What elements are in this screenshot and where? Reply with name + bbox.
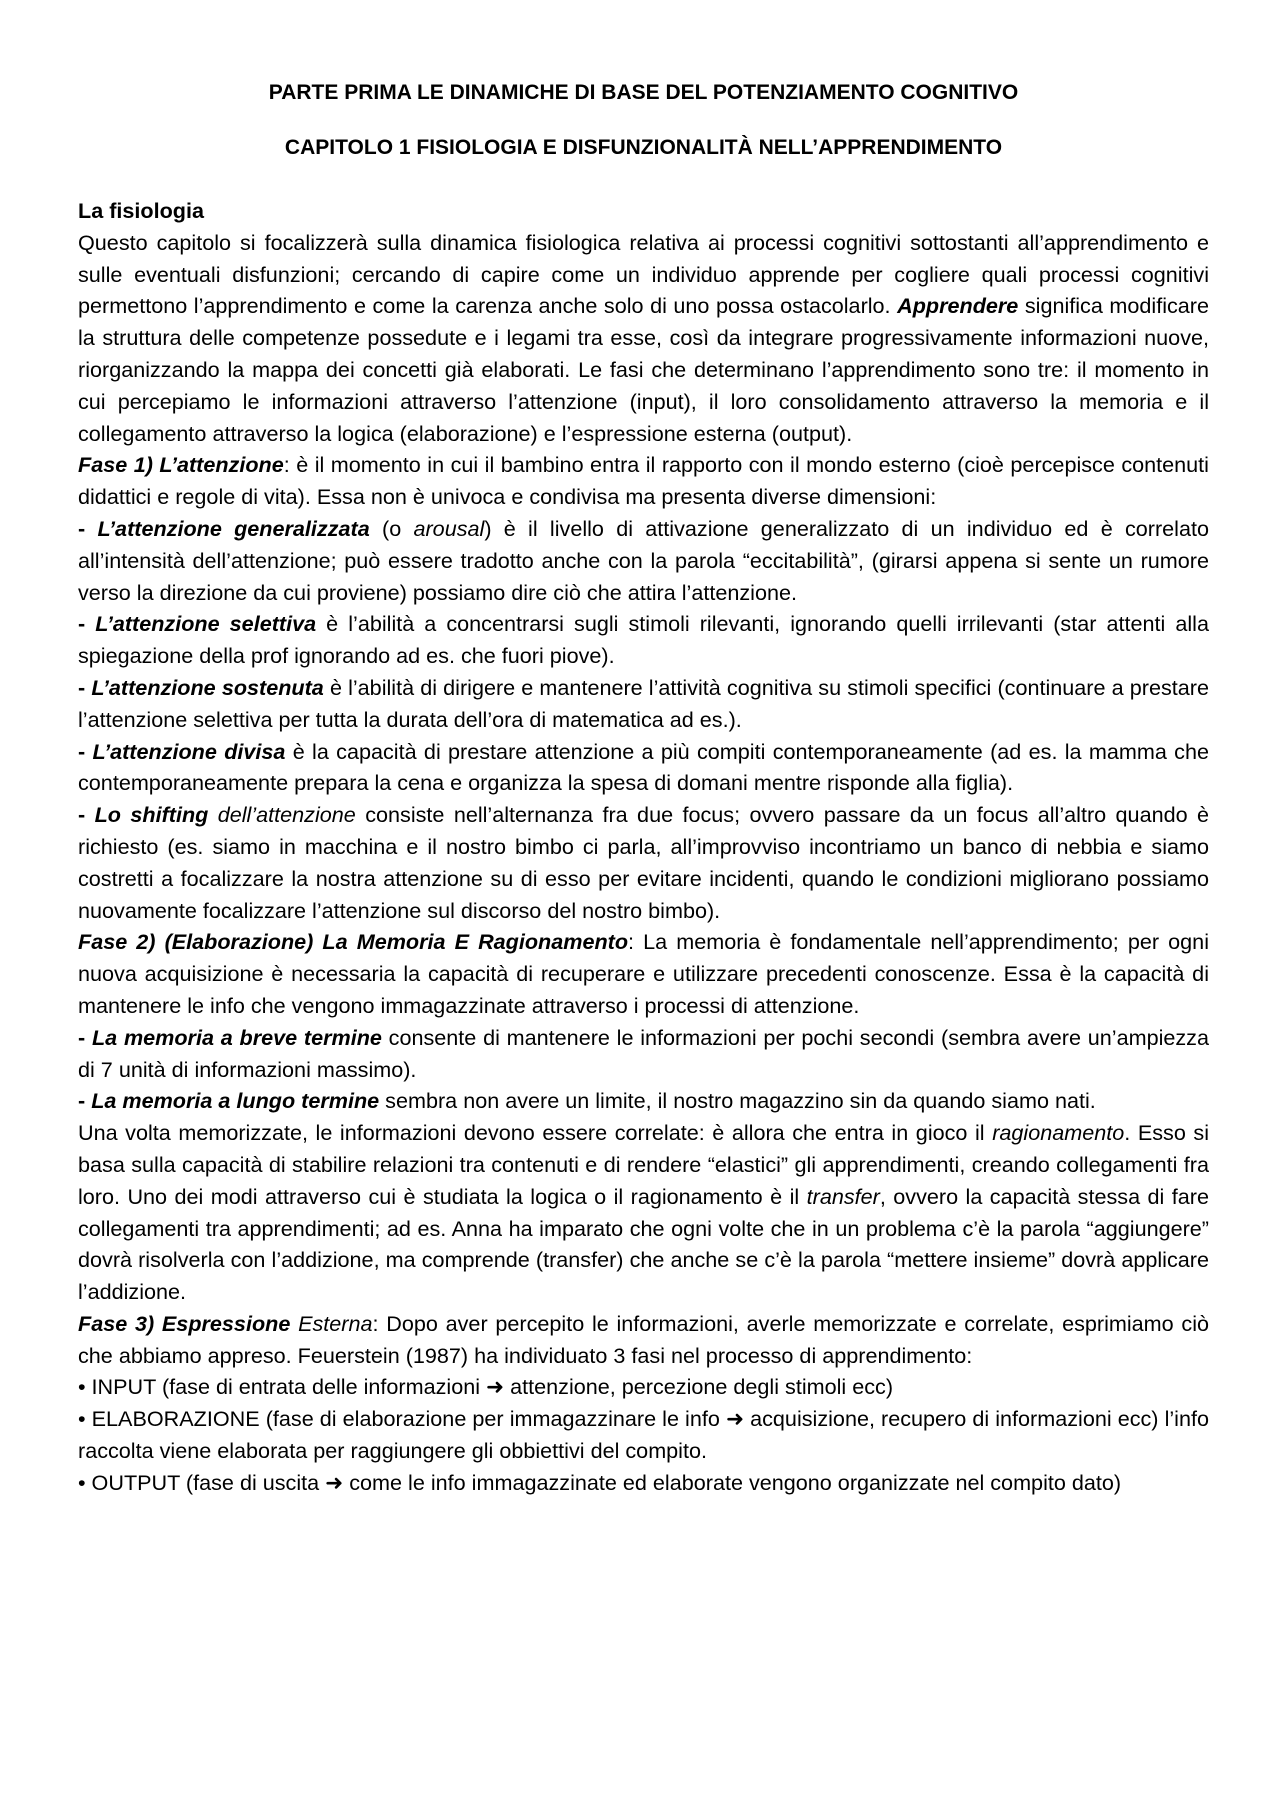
fase3-paragraph	[78, 1308, 1209, 1372]
fase2-text: : La memoria è fondamentale nell’apprendimento; per ogni nuova acquisizione è necessaria la capacità di recuperare e utilizzare precedenti conoscenze. Essa è la capacità di mantenere le info che vengono immagazzinate attraverso i processi di attenzione.	[78, 929, 1209, 1018]
bullet-output: • OUTPUT (fase di uscita ➜ come le info immagazzinate ed elaborate vengono organizzate nel compito dato)	[78, 1469, 1122, 1495]
attention-sustained-item	[78, 672, 1209, 736]
attention-selective-item	[78, 608, 1209, 672]
fase3-label: Fase 3) Espressione	[78, 1310, 291, 1336]
attention-selective-text: è l’abilità a concentrarsi sugli stimoli rilevanti, ignorando quelli irrilevanti (star attenti alla spiegazione della prof ignorando ad es. che fuori piove).	[78, 611, 1209, 669]
memory-long-item	[78, 1085, 1209, 1117]
dash: -	[78, 802, 95, 828]
shifting-term: Lo shifting	[94, 802, 209, 828]
fase1-text: : è il momento in cui il bambino entra il rapporto con il mondo esterno (cioè percepisce contenuti didattici e regole di vita). Essa non è univoca e condivisa ma presenta diverse dimensioni:	[78, 452, 1209, 510]
intro-text-1: Questo capitolo si focalizzerà sulla dinamica fisiologica relativa ai processi cognitivi sottostanti all’apprendimento e sulle eventuali disfunzioni; cercando di capire come un individuo apprende per cogliere quali processi cognitivi permettono l’apprendimento e come la carenza anche solo di uno possa ostacolarlo.	[78, 229, 1209, 319]
attention-divided-text: è la capacità di prestare attenzione a più compiti contemporaneamente (ad es. la mamma che contemporaneamente prepara la cena e organizza la spesa di domani mentre risponde alla figlia).	[78, 738, 1209, 796]
dash: -	[78, 1088, 92, 1114]
reasoning-text-1: Una volta memorizzate, le informazioni devono essere correlate: è allora che entra in gioco il	[78, 1120, 993, 1146]
dash: -	[78, 515, 98, 541]
fase2-label: Fase 2) (Elaborazione) La Memoria E Ragionamento	[78, 929, 629, 955]
dash: -	[78, 611, 96, 637]
fase3-text: : Dopo aver percepito le informazioni, averle memorizzate e correlate, esprimiamo ciò che abbiamo appreso. Feuerstein (1987) ha individuato 3 fasi nel processo di apprendimento:	[78, 1310, 1210, 1368]
dash: -	[78, 1024, 92, 1050]
reasoning-term: ragionamento	[992, 1120, 1125, 1146]
attention-sustained-term: L’attenzione sostenuta	[91, 674, 324, 700]
memory-short-term: La memoria a breve termine	[91, 1024, 382, 1050]
reasoning-text-3: , ovvero la capacità stessa di fare collegamenti tra apprendimenti; ad es. Anna ha imparato che ogni volte che in un problema c’è la parola “aggiungere” dovrà risolverla con l’addizione, ma comprende (transfer) che anche se c’è la parola “mettere insieme” dovrà applicare l’addizione.	[78, 1183, 1209, 1305]
chapter-title: CAPITOLO 1 FISIOLOGIA E DISFUNZIONALITÀ NELL’APPRENDIMENTO	[284, 136, 1003, 159]
memory-long-text: sembra non avere un limite, il nostro magazzino sin da quando siamo nati.	[379, 1088, 1096, 1114]
transfer-term: transfer	[806, 1183, 880, 1209]
fase1-label: Fase 1) L’attenzione	[78, 452, 284, 478]
reasoning-paragraph	[78, 1117, 1209, 1308]
bullet-input: • INPUT (fase di entrata delle informazioni ➜ attenzione, percezione degli stimoli ecc)	[78, 1374, 894, 1400]
section-heading: La fisiologia	[78, 198, 204, 223]
attention-divided-term: L’attenzione divisa	[92, 738, 286, 764]
attention-generalized-term: L’attenzione generalizzata	[97, 515, 370, 541]
attention-generalized-item	[78, 513, 1209, 608]
dash: -	[78, 738, 93, 764]
reasoning-text-2: . Esso si basa sulla capacità di stabilire relazioni tra contenuti e di rendere “elastici” gli apprendimenti, creando collegamenti fra loro. Uno dei modi attraverso cui è studiata la logica o il ragionamento è il	[78, 1120, 1209, 1209]
fase1-paragraph	[78, 449, 1209, 513]
document-page	[78, 78, 1209, 1499]
memory-short-text: consente di mantenere le informazioni per pochi secondi (sembra avere un’ampiezza di 7 unità di informazioni massimo).	[78, 1024, 1209, 1082]
intro-term-apprendere: Apprendere	[897, 293, 1019, 319]
attention-generalized-text: ) è il livello di attivazione generalizzato di un individuo ed è correlato all’intensità dell’attenzione; può essere tradotto anche con la parola “eccitabilità”, (girarsi appena si sente un rumore verso la direzione da cui proviene) possiamo dire ciò che attira l’attenzione.	[78, 515, 1209, 605]
shifting-text: consiste nell’alternanza fra due focus; ovvero passare da un focus all’altro quando è richiesto (es. siamo in macchina e il nostro bimbo ci parla, all’improvviso incontriamo un banco di nebbia e siamo costretti a focalizzare la nostra attenzione su di esso per evitare incidenti, quando le condizioni migliorano possiamo nuovamente focalizzare l’attenzione sul discorso del nostro bimbo).	[78, 802, 1210, 923]
attention-selective-term: L’attenzione selettiva	[95, 611, 317, 637]
fase3-label-2: Esterna	[290, 1310, 373, 1336]
bullet-elaborazione: • ELABORAZIONE (fase di elaborazione per immagazzinare le info ➜ acquisizione, recupero di informazioni ecc) l’info raccolta viene elaborata per raggiungere gli obbiettivi del compito.	[78, 1406, 1209, 1464]
attention-divided-item	[78, 736, 1209, 800]
attention-generalized-open: (o	[369, 515, 414, 541]
dash: -	[78, 674, 92, 700]
memory-long-term: La memoria a lungo termine	[91, 1088, 380, 1114]
memory-short-item	[78, 1022, 1209, 1086]
arousal-term: arousal	[413, 515, 485, 541]
intro-paragraph	[78, 227, 1209, 450]
shifting-term-2: dell’attenzione	[208, 802, 356, 828]
attention-sustained-text: è l’abilità di dirigere e mantenere l’attività cognitiva su stimoli specifici (continuare a prestare l’attenzione selettiva per tutta la durata dell’ora di matematica ad es.).	[78, 674, 1209, 732]
intro-text-2: significa modificare la struttura delle competenze possedute e i legami tra esse, così da integrare progressivamente informazioni nuove, riorganizzando la mappa dei concetti già elaborati. Le fasi che determinano l’apprendimento sono tre: il momento in cui percepiamo le informazioni attraverso l’attenzione (input), il loro consolidamento attraverso la memoria e il collegamento attraverso la logica (elaborazione) e l’espressione esterna (output).	[78, 293, 1210, 446]
part-title: PARTE PRIMA LE DINAMICHE DI BASE DEL POTENZIAMENTO COGNITIVO	[268, 81, 1019, 104]
attention-shifting-item	[78, 799, 1209, 926]
fase2-paragraph	[78, 926, 1209, 1021]
